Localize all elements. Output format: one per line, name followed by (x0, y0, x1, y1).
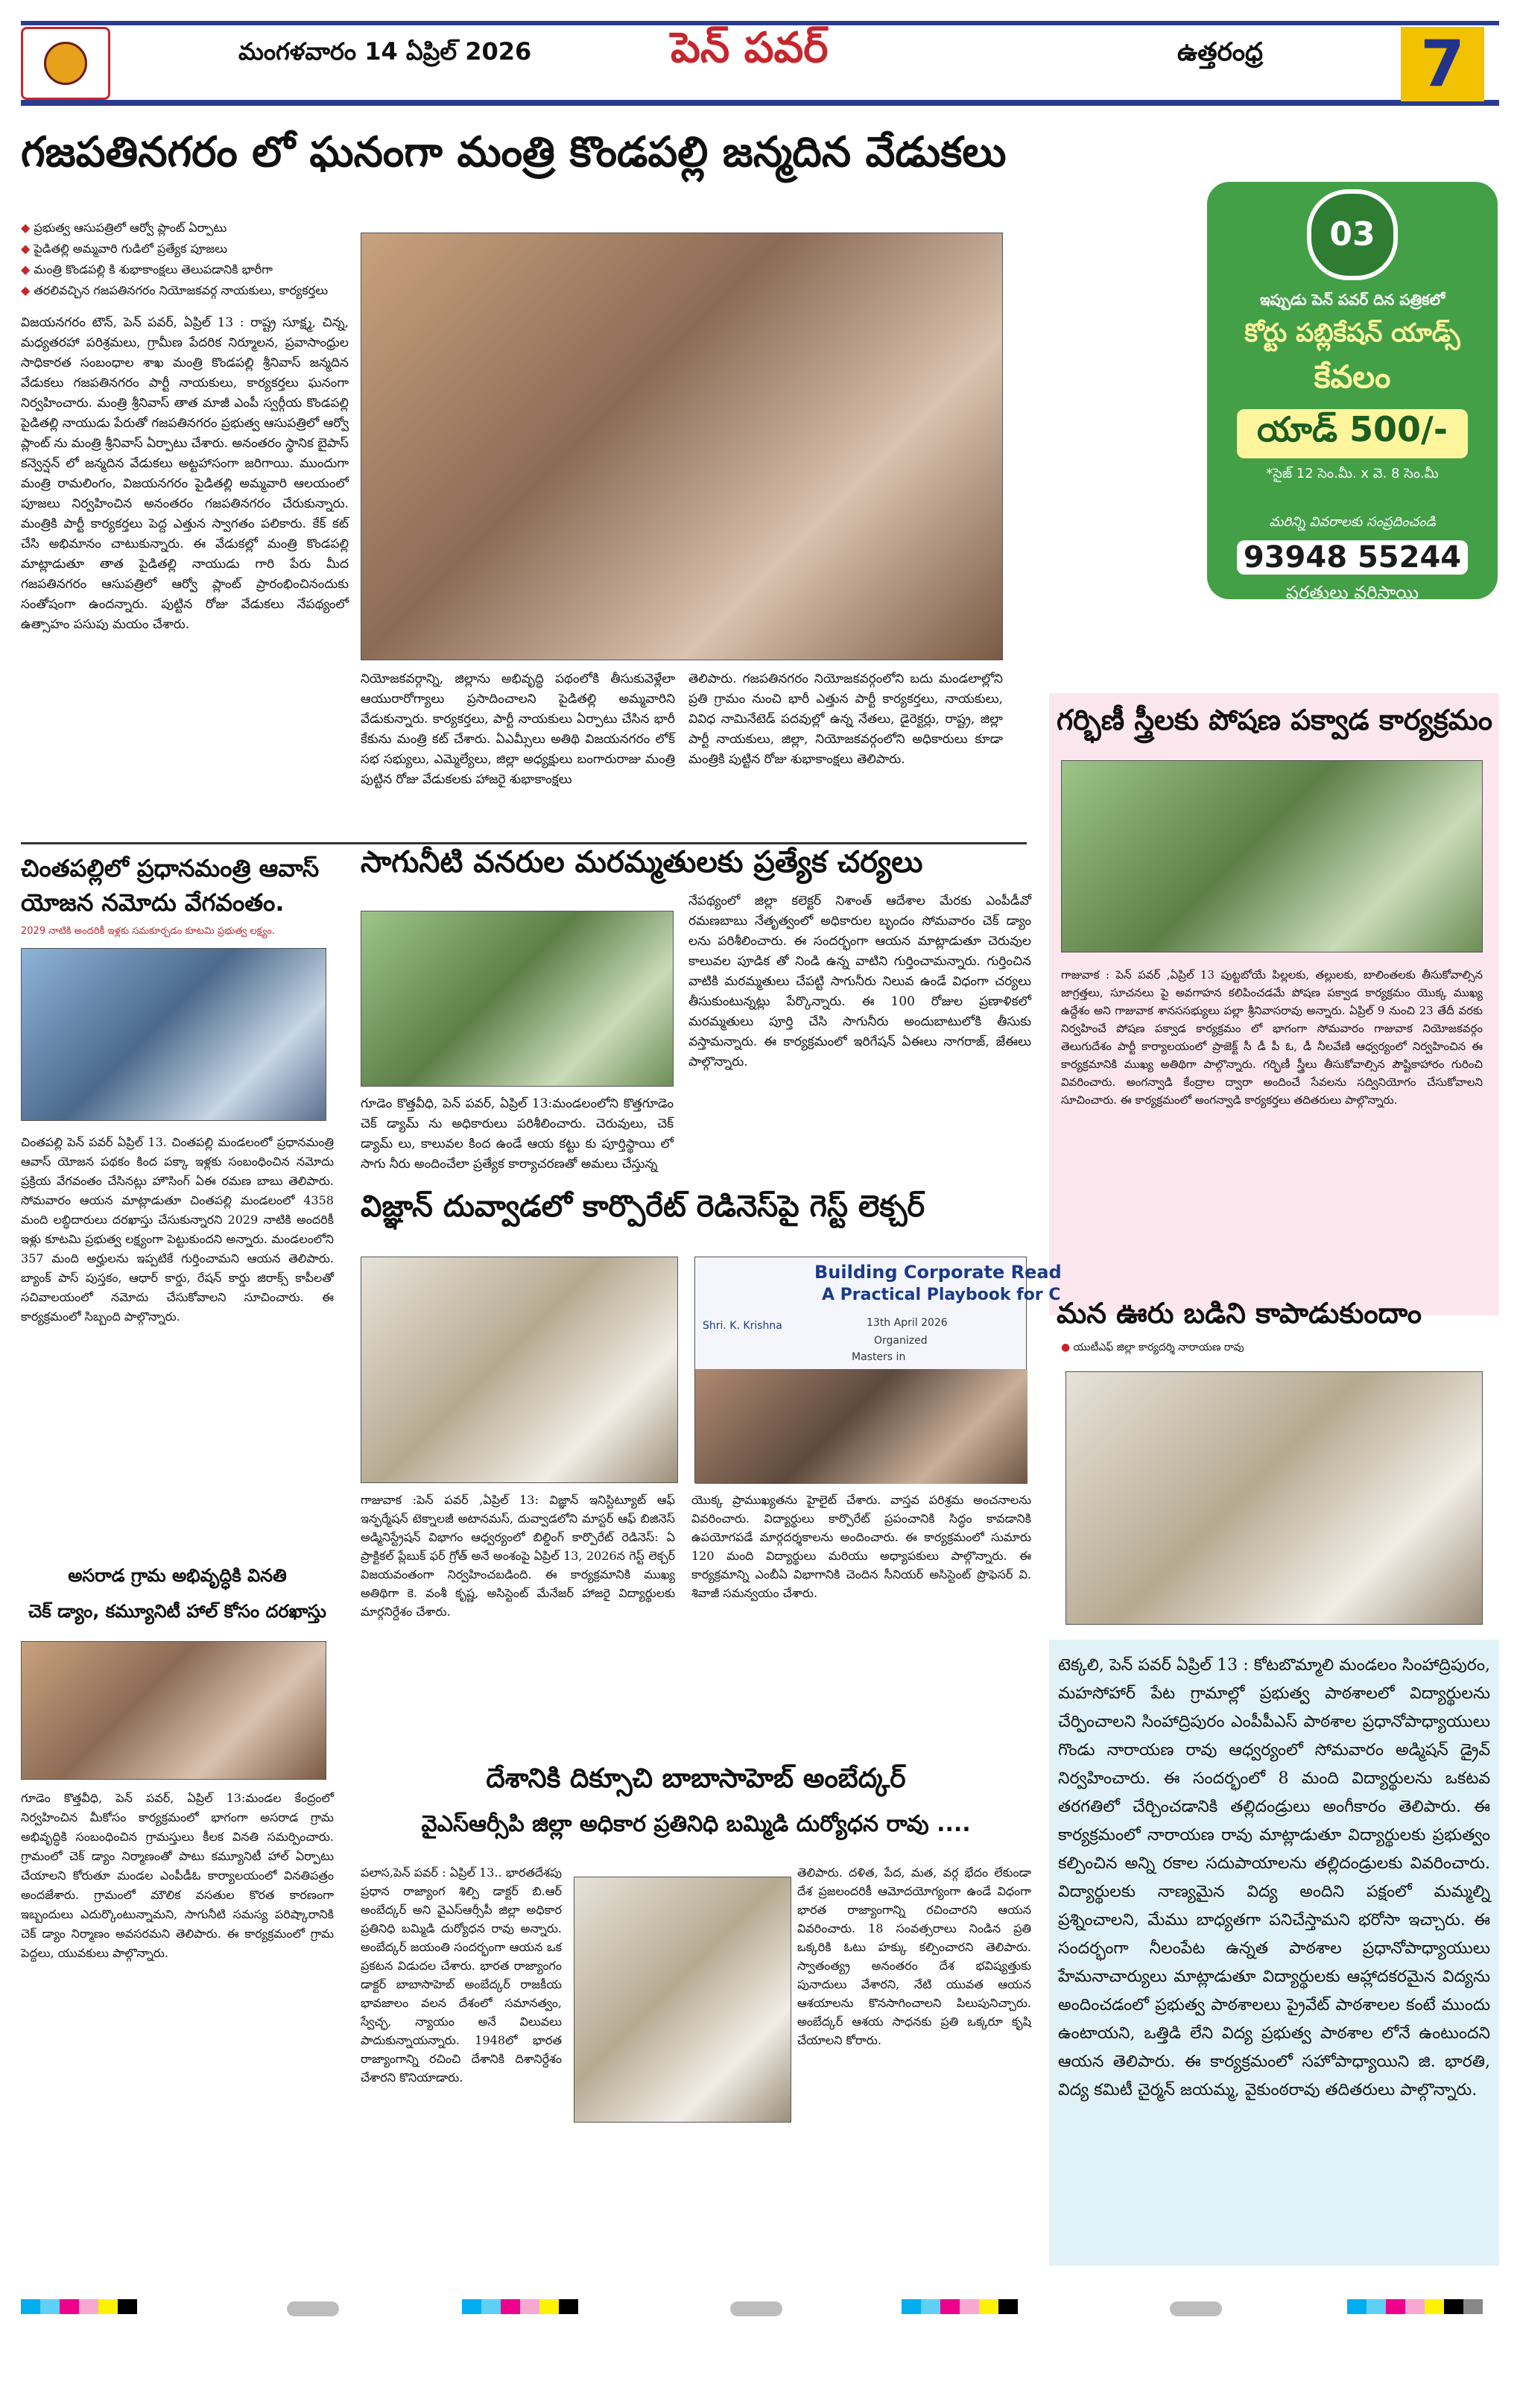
irrigation-photo (361, 911, 674, 1087)
banner-title: Building Corporate Read (814, 1262, 1062, 1283)
lecture-photo-banner (694, 1257, 1062, 1483)
color-registration-bar (462, 2299, 578, 2314)
ad-terms: షరతులు వర్తిస్తాయి (1285, 582, 1419, 603)
lead-headline: గజపతినగరం లో ఘనంగా మంత్రి కొండపల్లి జన్మదిన వేడుకలు (21, 128, 1007, 177)
irrigation-headline: సాగునీటి వనరుల మరమ్మతులకు ప్రత్యేక చర్యలు (361, 845, 923, 879)
nutrition-headline: గర్భిణీ స్త్రీలకు పోషణ పక్వాడ కార్యక్రమం (1057, 704, 1493, 736)
hall-headline: అసరాడ గ్రామ అభివృద్ధికి వినతి (68, 1565, 287, 1586)
ambedkar-body-right: తెలిపారు. దళిత, పేద, మత, వర్గ భేదం లేకుండా దేశ ప్రజలందరికీ ఆమోదయోగ్యంగా ఉండే విధంగా భారత రాజ్యాంగాన్ని రచించారని ఆయన వివరించారు. 18 సంవత్సరాలు నిండిన ప్రతి ఒక్కరికి ఓటు హక్కు కల్పించారని తెలిపారు. స్వాతంత్య్ర అనంతరం దేశ భవిష్యత్తుకు పునాదులు వేశారని, నేటి యువత ఆయన ఆశయాలను కొనసాగించాలని పిలుపునిచ్చారు. అంబేద్కర్ ఆశయ సాధనకు ప్రతి ఒక్కరూ కృషి చేయాలని కోరారు. (797, 1865, 1031, 2047)
pmay-subhead: 2029 నాటికి అందరికీ ఇళ్లకు సమకూర్చడం కూటమి ప్రభుత్వ లక్ష్యం. (21, 926, 275, 937)
irrigation-body-right: నేపథ్యంలో జిల్లా కలెక్టర్ నిశాంత్ ఆదేశాల మేరకు ఎంపీడీవో రమణబాబు నేతృత్వంలో అధికారుల బృందం సోమవారం చెక్ డ్యాం లను పరిశీలించారు. ఈ సందర్భంగా ఆయన మాట్లాడుతూ చెరువుల కాలువల పూడిక తో నిండి ఉన్న వాటిని గుర్తించామన్నారు. గుర్తించిన వాటికి మరమ్మతులు చేపట్టి సాగునీరు నిలువ ఉండే విధంగా చర్యలు తీసుకుంటున్నట్లు పేర్కొన్నారు. ఈ 100 రోజుల ప్రణాళికలో మరమ్మతులు పూర్తి చేసి సాగునీరు అందుబాటులోకి తీసుకు వస్తామన్నారు. ఈ కార్యక్రమంలో ఇరిగేషన్ ఏఈలు నాగరాజ్, జేఈలు పాల్గొన్నారు. (688, 894, 1031, 1069)
banner-subtitle: A Practical Playbook for C (822, 1286, 1061, 1304)
banner-group-photo (695, 1369, 1027, 1484)
banner-masters: Masters in (852, 1351, 906, 1363)
ad-line2: కోర్టు పబ్లికేషన్ యాడ్స్ (1244, 318, 1460, 348)
paper-logo (21, 27, 110, 100)
banner-speaker: Shri. K. Krishna (703, 1320, 782, 1332)
ambedkar-body-left: పలాస,పెన్ పవర్ : ఏప్రిల్ 13.. భారతదేశపు ప్రధాన రాజ్యాంగ శిల్పి డాక్టర్ బి.ఆర్ అంబేద్కర్ అని వైఎస్ఆర్సీపీ జిల్లా అధికార ప్రతినిధి బమ్మిడి దుర్యోధన రావు అన్నారు. అంబేద్కర్ జయంతి సందర్భంగా ఆయన ఒక ప్రకటన విడుదల చేశారు. భారత రాజ్యాంగం డాక్టర్ బాబాసాహెబ్ అంబేద్కర్ రాజకీయ భావజాలం వలన దేశంలో సమానత్వం, స్వేచ్ఛ, న్యాయం అనే విలువలు పాదుకున్నాయన్నారు. 1948లో భారత రాజ్యాంగాన్ని రచించి దేశానికి దిశానిర్దేశం చేశారని కొనియాడారు. (361, 1865, 562, 2085)
page-number: 7 (1401, 27, 1484, 101)
region-label: ఉత్తరంధ్ర (1177, 37, 1263, 67)
ambedkar-headline: దేశానికి దిక్సూచి బాబాసాహెబ్ అంబేద్కర్ (486, 1763, 906, 1794)
ad-price: యాడ్ 500/- (1237, 409, 1468, 458)
registration-oval (1170, 2301, 1222, 2316)
lead-bullets (21, 218, 349, 301)
school-byline (1061, 1342, 1478, 1356)
byline-bullet-icon: ● (1061, 1342, 1074, 1353)
pmay-body: చింతపల్లి పెన్ పవర్ ఏప్రిల్ 13. చింతపల్లి మండలంలో ప్రధానమంత్రి ఆవాస్ యోజన పథకం కింద పక్కా ఇళ్లకు సంబంధించిన నమోదు ప్రక్రియ వేగవంతం చేసినట్లు హౌసింగ్ ఏఈ రమణ బాబు తెలిపారు. సోమవారం ఆయన మాట్లాడుతూ చింతపల్లి మండలంలో 4358 మంది లబ్ధిదారులు దరఖాస్తు చేసుకున్నారని 2029 నాటికి అందరికీ ఇళ్లు కూటమి ప్రభుత్వ లక్ష్యంగా పెట్టుకుందని అన్నారు. మండలంలోని 357 మంది అర్హులను ఇప్పటికే గుర్తించామని ఆయన తెలిపారు. బ్యాంక్ పాస్ పుస్తకం, ఆధార్ కార్డు, రేషన్ కార్డు జిరాక్స్ కాపీలతో సచివాలయంలో నమోదు చేసుకోవాలని సూచించారు. ఈ కార్యక్రమంలో సిబ్బంది పాల్గొన్నారు. (21, 1135, 334, 1324)
color-registration-bar (21, 2299, 137, 2314)
lead-photo (361, 233, 1003, 660)
issue-date: మంగళవారం 14 ఏప్రిల్ 2026 (238, 37, 532, 66)
nutrition-body: గాజువాక : పెన్ పవర్ ,ఏప్రిల్ 13 పుట్టబోయే పిల్లలకు, తల్లులకు, బాలింతలకు తీసుకోవాల్సిన జాగ్రత్తలు, సూచనలు పై అవగాహన కలిపించడమే పోషణ పక్వాడ కార్యక్రమం యొక్క ముఖ్య ఉద్దేశం అని గాజువాక శానససభ్యులు పల్లా శ్రీనివాసరావు అన్నారు. ఏప్రిల్ 9 నుంచి 23 తేదీ వరకు నిర్వహించే పోషణ పక్వాడ కార్యక్రమం లో భాగంగా సోమవారం గాజువాక నియోజకవర్గం తెలుగుదేశం పార్టీ కార్యాలయంలో ప్రాజెక్ట్ సీ డీ పీ ఓ, డీ నీలవేణి ఆధ్వర్యంలో నిర్వహించిన ఈ కార్యక్రమానికి ముఖ్య అతిథిగా పాల్గొన్నారు. గర్భిణీ స్త్రీలు తీసుకోవాల్సిన పౌష్టికాహారం గురించి వివరించారు. అంగన్వాడి కేంద్రాల ద్వారా అందించే సేవలను సద్వినియోగం చేసుకోవాలని సూచించారు. ఈ కార్యక్రమంలో అంగన్వాడి కార్యకర్తలు తదితరులు పాల్గొన్నారు. (1061, 968, 1483, 1107)
lead-bullet: ◆ మంత్రి కొండపల్లి కి శుభాకాంక్షలు తెలుపడానికి భారీగా (21, 259, 349, 280)
lead-bullet: ◆ పైడితల్లి అమ్మవారి గుడిలో ప్రత్యేక పూజలు (21, 238, 349, 259)
hall-body: గూడెం కొత్తవీధి, పెన్ పవర్, ఏప్రిల్ 13:మండల కేంద్రంలో నిర్వహించిన మీకోసం కార్యక్రమంలో భాగంగా అసరాడ గ్రామ అభివృద్ధికి సంబంధించిన గ్రామస్తులు కీలక వినతి సమర్పించారు. గ్రామంలో చెక్ డ్యాం నిర్మాణంతో పాటు కమ్యూనిటీ హాల్ ఏర్పాటు చేయాలని కోరుతూ మండల ఎంపీడీఓ కార్యాలయంలో వినతిపత్రం అందజేశారు. గ్రామంలో మౌలిక వసతుల కొరత కారణంగా ఇబ్బందులు ఎదుర్కొంటున్నామని, సాగునీటి సమస్య పరిష్కారానికి చెక్ డ్యాం నిర్మాణం అవసరమని తెలిపారు. ఈ కార్యక్రమంలో గ్రామ పెద్దలు, యువకులు పాల్గొన్నారు. (21, 1791, 334, 1960)
ad-size: *సైజ్ 12 సెం.మీ. x వె. 8 సెం.మీ (1266, 466, 1439, 481)
ambedkar-subheadline: వైఎస్ఆర్సీపి జిల్లా అధికార ప్రతినిధి బమ్మిడి దుర్యోధన రావు .... (421, 1811, 971, 1837)
lead-bullet: ◆ తరలివచ్చిన గజపతినగరం నియోజకవర్గ నాయకులు, కార్యకర్తలు (21, 280, 349, 301)
hall-photo (21, 1641, 326, 1780)
ad-line1: ఇప్పుడు పెన్ పవర్ దిన పత్రికలో (1259, 291, 1445, 309)
school-body: టెక్కలి, పెన్ పవర్ ఏప్రిల్ 13 : కోటబొమ్మాలి మండలం సింహాద్రిపురం, మహసోహార్ పేట గ్రామాల్లో ప్రభుత్వ పాఠశాలలో విద్యార్థులను చేర్పించాలని సింహాద్రిపురం ఎంపీపీఎస్ పాఠశాల ప్రధానోపాధ్యాయులు గొండు నారాయణ రావు ఆధ్వర్యంలో సోమవారం అడ్మిషన్ డ్రైవ్ నిర్వహించారు. ఈ సందర్భంలో 8 మంది విద్యార్థులను ఒకటవ తరగతిలో చేర్చించడానికి తల్లిదండ్రులు అంగీకారం తెలిపారు. ఈ కార్యక్రమంలో నారాయణ రావు మాట్లాడుతూ విద్యార్థులకు ప్రభుత్వం కల్పించిన అన్ని రకాల సదుపాయాలను తల్లిదండ్రులకు వివరించారు. విద్యార్థులకు నాణ్యమైన విద్య అందిని పక్షంలో మమ్మల్ని ప్రశ్నించాలని, మేము బాధ్యతగా పనిచేస్తామని భరోసా ఇచ్చారు. ఈ సందర్భంగా నీలంపేట ఉన్నత పాఠశాల ప్రధానోపాధ్యాయులు హేమనాచార్యులు మాట్లాడుతూ విద్యార్థులకు ఆహ్లాదకరమైన విద్యను అందించడంలో ప్రభుత్వ పాఠశాలలు ప్రైవేట్ పాఠశాలల కంటే ముందు ఉంటాయని, ఒత్తిడి లేని విద్య ప్రభుత్వ పాఠశాల లోనే ఉంటుందని ఆయన తెలిపారు. ఈ కార్యక్రమంలో సహోపాధ్యాయిని జి. భారతి, విద్య కమిటీ చైర్మన్ జయమ్మ, వైకుంఠరావు తదితరులు పాల్గొన్నారు. (1058, 1656, 1490, 2099)
paper-title: పెన్ పవర్ (671, 24, 829, 72)
banner-date: 13th April 2026 (867, 1317, 948, 1329)
school-headline: మన ఊరు బడిని కాపాడుకుందాం (1057, 1297, 1422, 1330)
ambedkar-portrait (574, 1877, 791, 2123)
school-byline-text: యుటీఎఫ్ జిల్లా కార్యదర్శి నారాయణ రావు (1073, 1342, 1244, 1353)
lead-bullet: ◆ ప్రభుత్వ ఆసుపత్రిలో ఆర్వో ప్లాంట్ ఏర్పాటు (21, 218, 349, 238)
lecture-body-left: గాజువాక :పెన్ పవర్ ,ఏప్రిల్ 13: విజ్ఞాన్ ఇనిస్టిట్యూట్ ఆఫ్ ఇన్ఫర్మేషన్ టెక్నాలజీ అటానమస్, దువ్వాడలోని మాస్టర్ ఆఫ్ బిజినెస్ అడ్మినిస్ట్రేషన్ విభాగం ఆధ్వర్యంలో బిల్డింగ్ కార్పొరేట్ రెడినెస్: ఏ ప్రాక్టికల్ ప్లేబుక్ ఫర్ గ్రోత్ అనే అంశంపై ఏప్రిల్ 13, 2026న గెస్ట్ లెక్చర్ విజయవంతంగా నిర్వహించబడింది. ఈ కార్యక్రమానికి ముఖ్య అతిథిగా కె. వంశీ కృష్ణ, అసిస్టెంట్ మేనేజర్ హాజరై విద్యార్థులకు మార్గనిర్దేశం చేశారు. (361, 1493, 675, 1619)
lead-body-col2: నియోజకవర్గాన్ని, జిల్లాను అభివృద్ధి పథంలోకి తీసుకువెళ్లేలా ఆయురారోగ్యాలు ప్రసాదించాలని పైడితల్లి అమ్మవారిని వేడుకున్నారు. కార్యకర్తలు, పార్టీ నాయకులు ఏర్పాటు చేసిన భారీ కేకును మంత్రి కట్ చేశారు. ఏఎమ్సీలు అతిథి విజయనగరం లోక్ సభ సభ్యులు, ఎమ్మెల్యేలు, జిల్లా అధ్యక్షులు బంగారురాజు మంత్రి పుట్టిన రోజు వేడుకలకు హాజరై శుభాకాంక్షలు (361, 671, 675, 787)
lead-body-col1: విజయనగరం టౌన్, పెన్ పవర్, ఏప్రిల్ 13 : రాష్ట్ర సూక్ష్మ, చిన్న, మధ్యతరహా పరిశ్రమలు, గ్రామీణ పేదరిక నిర్మూలన, ప్రవాసాంధ్రుల సాధికారత సంబంధాల శాఖ మంత్రి కొండపల్లి శ్రీనివాస్ జన్మదిన వేడుకలు గజపతినగరం పార్టీ నాయకులు, కార్యకర్తలు ఘనంగా నిర్వహించారు. మంత్రి శ్రీనివాస్ తాత మాజీ ఎంపీ స్వర్గీయ కొండపల్లి పైడితల్లి నాయుడు పేరుతో గజపతినగరం ప్రభుత్వ ఆసుపత్రిలో ఆర్వో ప్లాంట్ ను మంత్రి శ్రీనివాస్ ఏర్పాటు చేశారు. అనంతరం స్థానిక బైపాస్ కన్వెన్షన్ లో జన్మదిన వేడుకలు అట్టహాసంగా జరిగాయి. ముందుగా మంత్రి రామలింగం, విజయనగరం పైడితల్లి అమ్మవారి ఆలయంలో పూజలు నిర్వహించిన అనంతరం గజపతినగరం చేరుకున్నారు. మంత్రికి పార్టీ కార్యకర్తలు పెద్ద ఎత్తున స్వాగతం పలికారు. కేక్ కట్ చేసి అభిమానం చాటుకున్నారు. ఈ వేడుకల్లో మంత్రి కొండపల్లి మాట్లాడుతూ తాత పైడితల్లి నాయుడు గారి పేరు మీద గజపతినగరం ఆసుపత్రిలో ఆర్వో ప్లాంట్ ప్రారంభించినందుకు సంతోషంగా ఉందన్నారు. పుట్టిన రోజు వేడుకలు నేపథ్యంలో ఉత్సాహం పసుపు మయం చేశారు. (21, 315, 349, 632)
banner-org: Organized (874, 1335, 928, 1347)
nutrition-photo (1061, 760, 1483, 952)
irrigation-body-left: గూడెం కొత్తవీధి, పెన్ పవర్, ఏప్రిల్ 13:మండలంలోని కొత్తగూడెం చెక్ డ్యామ్ ను అధికారులు పరిశీలించారు. చెరువులు, చెక్ డ్యామ్ లు, కాలువల కింద ఉండే ఆయ కట్టు కు పూర్తిస్థాయి లో సాగు నీరు అందించేలా ప్రత్యేక కార్యాచరణతో అమలు చేస్తున్న (361, 1096, 674, 1172)
color-registration-bar (1347, 2299, 1483, 2314)
registration-oval (730, 2301, 782, 2316)
pmay-photo (21, 948, 326, 1121)
logo-emblem-icon (44, 42, 87, 85)
registration-oval (287, 2301, 339, 2316)
school-photo (1065, 1371, 1483, 1625)
hall-subhead: చెక్ డ్యాం, కమ్యూనిటీ హాల్ కోసం దరఖాస్తు (28, 1601, 326, 1622)
ad-number: 03 (1307, 189, 1398, 280)
ad-line3: కేవలం (1314, 358, 1391, 395)
court-ad (1207, 182, 1498, 603)
lecture-photo-hall (361, 1257, 678, 1483)
section-divider (21, 842, 1027, 844)
pmay-headline: చింతపల్లిలో ప్రధానమంత్రి ఆవాస్ యోజన నమోదు వేగవంతం. (21, 854, 320, 917)
lecture-headline: విజ్ఞాన్ దువ్వాడలో కార్పొరేట్ రెడినెస్‌పై గెస్ట్ లెక్చర్ (361, 1189, 925, 1224)
ad-phone: 93948 55244 (1237, 540, 1468, 575)
ad-contact-label: మరిన్ని వివరాలకు సంప్రదించండి (1269, 514, 1436, 530)
lead-body-col3: తెలిపారు. గజపతినగరం నియోజకవర్గంలోని బదు మండలాల్లోని ప్రతి గ్రామం నుంచి భారీ ఎత్తున పార్టీ కార్యకర్తలు, నాయకులు, వివిధ నామినేటెడ్ పదవుల్లో ఉన్న నేతలు, డైరెక్టర్లు, రాష్ట్ర, జిల్లా పార్టీ నాయకులు, జిల్లా, నియోజకవర్గంలోని అధికారులు కూడా మంత్రికి పుట్టిన రోజు శుభాకాంక్షలు తెలిపారు. (688, 671, 1003, 767)
lecture-body-right: యొక్క ప్రాముఖ్యతను హైలైట్ చేశారు. వాస్తవ పరిశ్రమ అంచనాలను వివరించారు. విద్యార్థులు కార్పొరేట్ ప్రపంచానికి సిద్ధం కావడానికి ఉపయోగపడే మార్గదర్శకాలను అందించారు. ఈ కార్యక్రమంలో సుమారు 120 మంది విద్యార్థులు మరియు అధ్యాపకులు పాల్గొన్నారు. ఈ కార్యక్రమాన్ని ఎంబీఏ విభాగానికి చెందిన సీనియర్ అసిస్టెంట్ ప్రొఫెసర్ వి. శివాజీ సమన్వయం చేశారు. (691, 1493, 1031, 1600)
color-registration-bar (902, 2299, 1018, 2314)
